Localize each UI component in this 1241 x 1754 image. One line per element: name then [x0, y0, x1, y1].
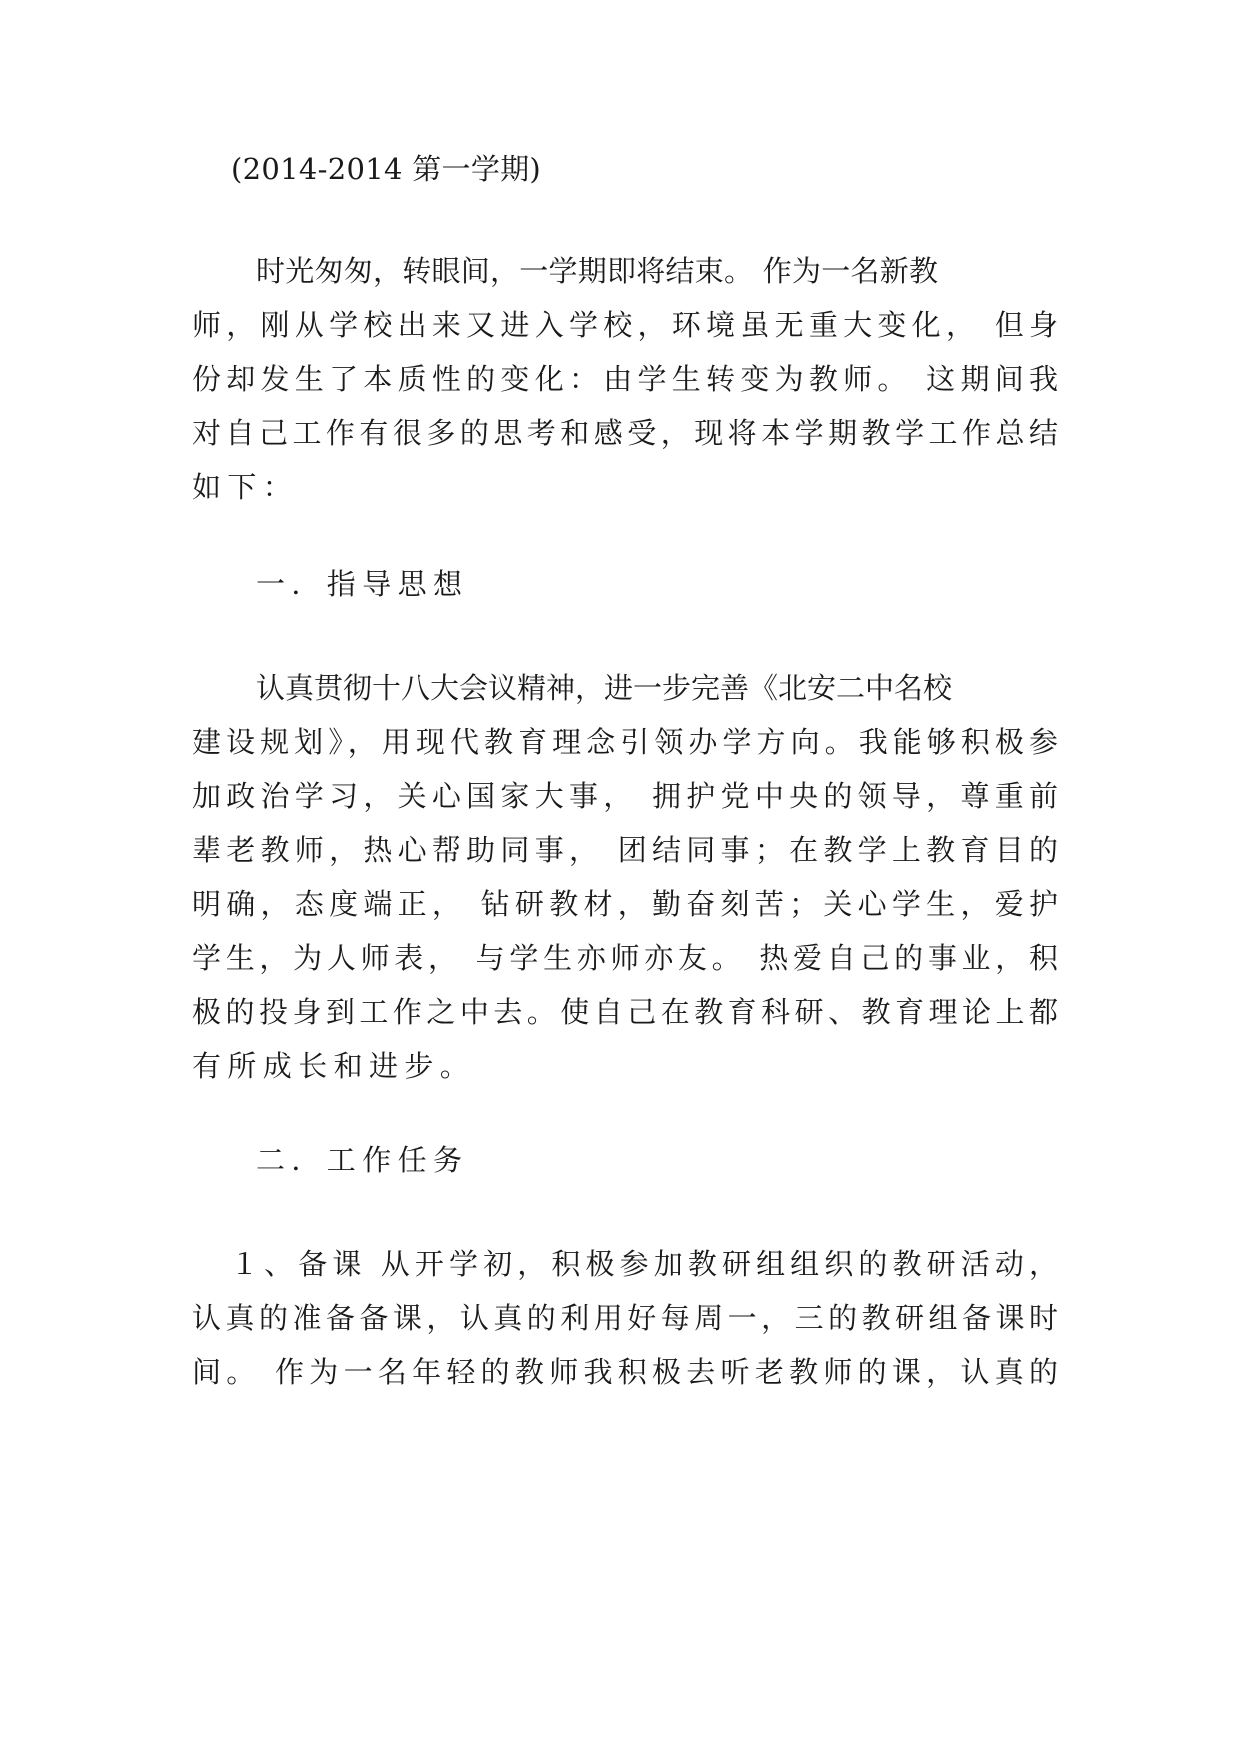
- intro-line: 时光匆匆，转眼间，一学期即将结束。 作为一名新教: [256, 254, 938, 288]
- paragraph-line: 间。 作为一名年轻的教师我积极去听老教师的课，认真的: [192, 1355, 1058, 1389]
- paragraph-line: 学生，为人师表， 与学生亦师亦友。 热爱自己的事业，积: [192, 941, 1058, 975]
- paragraph-line: １、备课 从开学初，积极参加教研组组织的教研活动，: [230, 1247, 1058, 1281]
- paragraph-line: 建设规划》，用现代教育理念引领办学方向。我能够积极参: [192, 725, 1058, 759]
- semester-label: (2014-2014 第一学期): [231, 152, 542, 186]
- paragraph-line: 极的投身到工作之中去。使自己在教育科研、教育理论上都: [192, 995, 1058, 1029]
- paragraph-line: 有所成长和进步。: [192, 1049, 476, 1083]
- paragraph-line: 认真贯彻十八大会议精神，进一步完善《北安二中名校: [256, 671, 953, 705]
- intro-line: 对自己工作有很多的思考和感受，现将本学期教学工作总结: [192, 416, 1058, 450]
- paragraph-line: 辈老教师，热心帮助同事， 团结同事；在教学上教育目的: [192, 833, 1058, 867]
- intro-line: 师，刚从学校出来又进入学校，环境虽无重大变化， 但身: [192, 308, 1058, 342]
- intro-line: 份却发生了本质性的变化：由学生转变为教师。 这期间我: [192, 362, 1058, 396]
- paragraph-line: 加政治学习，关心国家大事， 拥护党中央的领导，尊重前: [192, 779, 1058, 813]
- section-heading: 二．工作任务: [256, 1143, 469, 1177]
- intro-line: 如下：: [192, 470, 299, 504]
- section-heading: 一．指导思想: [256, 567, 469, 601]
- paragraph-line: 明确，态度端正， 钻研教材，勤奋刻苦；关心学生，爱护: [192, 887, 1058, 921]
- paragraph-line: 认真的准备备课，认真的利用好每周一，三的教研组备课时: [192, 1301, 1058, 1335]
